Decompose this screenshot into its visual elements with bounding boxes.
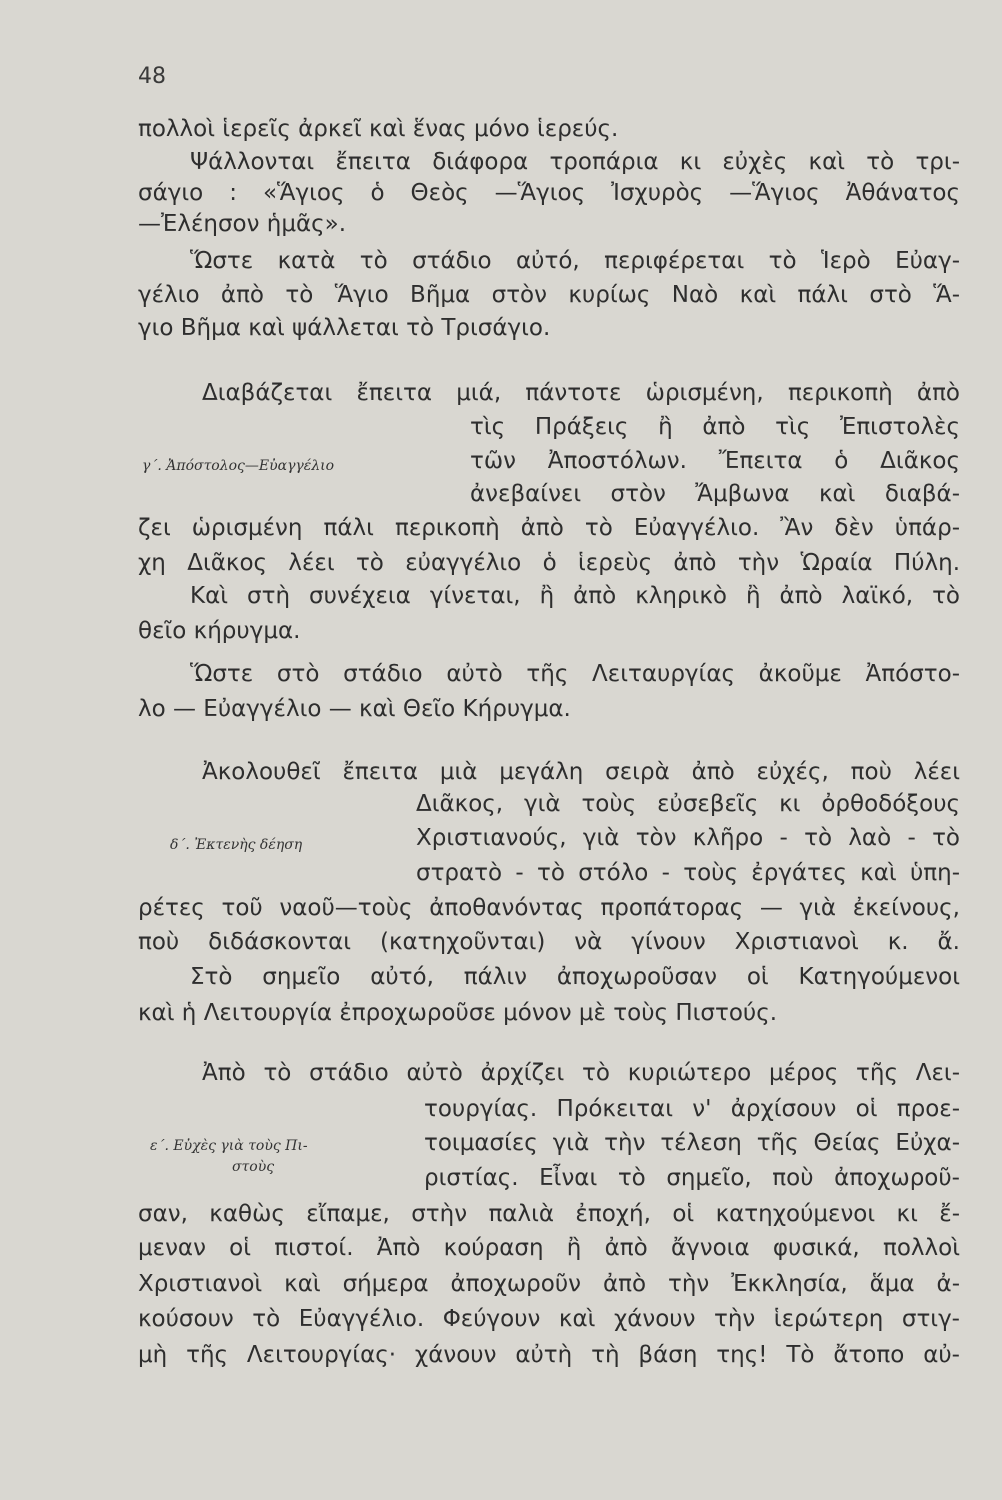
text-line: καὶ ἡ Λειτουργία ἐπροχωροῦσε μόνον μὲ τοὺς Πιστούς.: [138, 1000, 778, 1026]
text-line: ποὺ διδάσκονται (κατηχοῦνται) νὰ γίνουν Χριστιανοὶ κ. ἄ.: [138, 929, 960, 955]
text-line: Στὸ σημεῖο αὐτό, πάλιν ἀποχωροῦσαν οἱ Κατηγούμενοι: [190, 964, 960, 990]
text-line: τουργίας. Πρόκειται ν' ἀρχίσουν οἱ προε-: [424, 1096, 960, 1122]
text-line: Ἀκολουθεῖ ἔπειτα μιὰ μεγάλη σειρὰ ἀπὸ εὐχές, ποὺ λέει: [202, 759, 960, 785]
text-line: σάγιο : «Ἅγιος ὁ Θεὸς —Ἅγιος Ἰσχυρὸς —Ἅγιος Ἀθάνατος: [138, 180, 960, 206]
page-number: 48: [138, 64, 166, 89]
text-line: ἀνεβαίνει στὸν Ἄμβωνα καὶ διαβά-: [470, 481, 960, 507]
margin-note-eukhes: ε΄. Εὐχὲς γιὰ τοὺς Πι-: [150, 1138, 308, 1154]
text-line: χη Διᾶκος λέει τὸ εὐαγγέλιο ὁ ἱερεὺς ἀπὸ τὴν Ὡραία Πύλη.: [138, 550, 960, 576]
text-line: πολλοὶ ἱερεῖς ἀρκεῖ καὶ ἕνας μόνο ἱερεύς.: [138, 116, 619, 142]
margin-note-ektenis: δ΄. Ἐκτενὴς δέηση: [170, 837, 303, 853]
margin-note-apostolos: γ΄. Ἀπόστολος—Εὐαγγέλιο: [142, 458, 335, 474]
text-line: ριστίας. Εἶναι τὸ σημεῖο, ποὺ ἀποχωροῦ-: [424, 1165, 960, 1191]
text-line: σαν, καθὼς εἴπαμε, στὴν παλιὰ ἐποχή, οἱ κατηχούμενοι κι ἔ-: [138, 1201, 960, 1227]
text-line: Καὶ στὴ συνέχεια γίνεται, ἢ ἀπὸ κληρικὸ ἢ ἀπὸ λαϊκό, τὸ: [190, 583, 960, 609]
text-line: ρέτες τοῦ ναοῦ—τοὺς ἀποθανόντας προπάτορας — γιὰ ἐκείνους,: [138, 895, 960, 921]
text-line: Ὥστε κατὰ τὸ στάδιο αὐτό, περιφέρεται τὸ Ἱερὸ Εὐαγ-: [190, 248, 960, 274]
text-line: Χριστιανούς, γιὰ τὸν κλῆρο - τὸ λαὸ - τὸ: [416, 825, 960, 851]
text-line: γέλιο ἀπὸ τὸ Ἅγιο Βῆμα στὸν κυρίως Ναὸ καὶ πάλι στὸ Ἅ-: [138, 282, 960, 308]
text-line: γιο Βῆμα καὶ ψάλλεται τὸ Τρισάγιο.: [138, 315, 551, 341]
text-line: Διαβάζεται ἔπειτα μιά, πάντοτε ὡρισμένη, περικοπὴ ἀπὸ: [202, 380, 960, 406]
text-line: θεῖο κήρυγμα.: [138, 618, 301, 644]
text-line: ζει ὡρισμένη πάλι περικοπὴ ἀπὸ τὸ Εὐαγγέλιο. Ἂν δὲν ὑπάρ-: [138, 515, 960, 541]
text-line: μὴ τῆς Λειτουργίας· χάνουν αὐτὴ τὴ βάση της! Τὸ ἄτοπο αὐ-: [138, 1342, 960, 1368]
margin-note-eukhes-cont: στοὺς: [232, 1159, 275, 1175]
text-line: τοιμασίες γιὰ τὴν τέλεση τῆς Θείας Εὐχα-: [424, 1130, 960, 1156]
text-line: Ὥστε στὸ στάδιο αὐτὸ τῆς Λειταυργίας ἀκοῦμε Ἀπόστο-: [190, 661, 960, 687]
text-line: Ψάλλονται ἔπειτα διάφορα τροπάρια κι εὐχὲς καὶ τὸ τρι-: [190, 149, 960, 175]
text-line: μεναν οἱ πιστοί. Ἀπὸ κούραση ἢ ἀπὸ ἄγνοια φυσικά, πολλοὶ: [138, 1235, 960, 1261]
text-line: Χριστιανοὶ καὶ σήμερα ἀποχωροῦν ἀπὸ τὴν Ἐκκλησία, ἅμα ἀ-: [138, 1271, 960, 1297]
text-line: Διᾶκος, γιὰ τοὺς εὐσεβεῖς κι ὀρθοδόξους: [416, 791, 960, 817]
text-line: λο — Εὐαγγέλιο — καὶ Θεῖο Κήρυγμα.: [138, 696, 571, 722]
text-line: —Ἐλέησον ἡμᾶς».: [138, 211, 347, 237]
text-line: τῶν Ἀποστόλων. Ἔπειτα ὁ Διᾶκος: [470, 448, 960, 474]
text-line: στρατὸ - τὸ στόλο - τοὺς ἐργάτες καὶ ὑπη-: [416, 860, 960, 886]
text-line: τὶς Πράξεις ἢ ἀπὸ τὶς Ἐπιστολὲς: [470, 414, 960, 440]
text-line: Ἀπὸ τὸ στάδιο αὐτὸ ἀρχίζει τὸ κυριώτερο μέρος τῆς Λει-: [202, 1060, 960, 1086]
text-line: κούσουν τὸ Εὐαγγέλιο. Φεύγουν καὶ χάνουν τὴν ἱερώτερη στιγ-: [138, 1306, 960, 1332]
